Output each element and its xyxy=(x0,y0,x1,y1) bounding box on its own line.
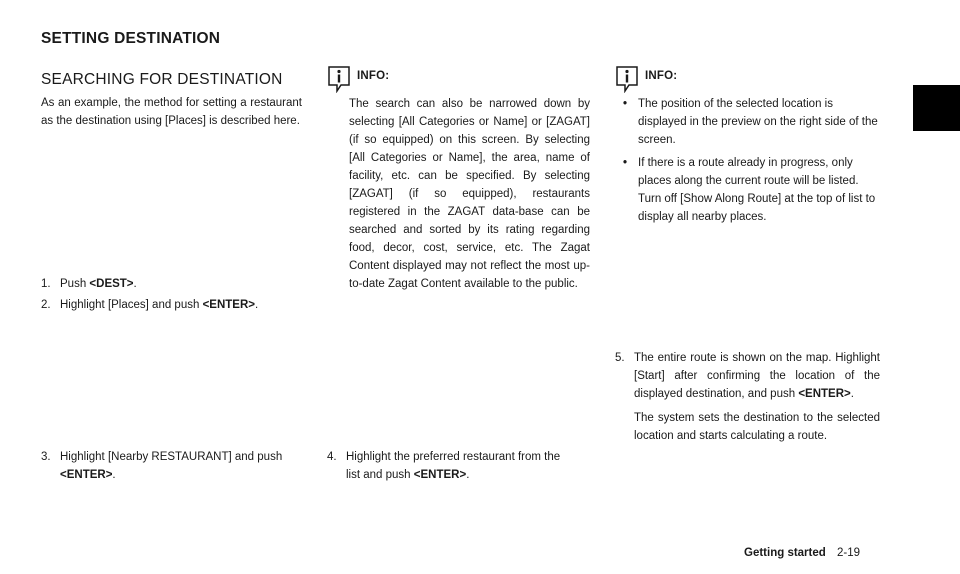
bullet-item xyxy=(623,154,880,226)
page-footer xyxy=(744,547,860,559)
step-end: . xyxy=(112,469,116,481)
info-block-2 xyxy=(615,65,880,226)
step-3 xyxy=(41,448,311,484)
key-label: <ENTER> xyxy=(798,388,851,400)
step-number: 1. xyxy=(41,278,51,290)
info-text: The search can also be narrowed down by selecting [All Categories or Name] or [ZAGAT] (if so equipped) on this screen. By selecting [All Categories or Name], the area, name of facility, etc. can be specified. By selecting [ZAGAT] (if so equipped), restaurants registered in the ZAGAT data-base can be searched and sorted by its rating regarding food, decor, cost, service, etc. The Zagat Content displayed may not reflect the most up-to-date Zagat Content available to the public. xyxy=(349,98,590,290)
step-end: . xyxy=(255,299,259,311)
step-text: Push xyxy=(60,278,87,290)
bullet-dot-icon: • xyxy=(623,157,628,169)
step-number: 5. xyxy=(615,352,625,364)
step-text: Highlight [Places] and push xyxy=(60,299,200,311)
step-1 xyxy=(41,275,137,293)
step-4 xyxy=(327,448,590,484)
info-label: INFO: xyxy=(645,70,678,82)
step-end: . xyxy=(466,469,470,481)
bullet-item xyxy=(623,95,880,149)
step-5 xyxy=(615,349,880,445)
key-label: <ENTER> xyxy=(202,299,255,311)
info-label: INFO: xyxy=(357,70,390,82)
chapter-tab xyxy=(913,85,960,131)
step-2 xyxy=(41,296,258,314)
info-block-1 xyxy=(327,65,590,293)
step-number: 2. xyxy=(41,299,51,311)
bullet-dot-icon: • xyxy=(623,98,628,110)
key-label: <DEST> xyxy=(89,278,134,290)
info-icon xyxy=(327,65,351,93)
bullet-text: The position of the selected location is displayed in the preview on the right side of the screen. xyxy=(638,98,878,146)
step-number: 3. xyxy=(41,451,51,463)
sub-title: SEARCHING FOR DESTINATION xyxy=(41,71,283,88)
step-text: Highlight the preferred restaurant from the xyxy=(346,451,561,463)
step-end: . xyxy=(133,278,137,290)
info-icon xyxy=(615,65,639,93)
step-follow-text: The system sets the destination to the selected location and starts calculating a route. xyxy=(634,412,880,442)
step-end: . xyxy=(850,388,854,400)
step-number: 4. xyxy=(327,451,337,463)
key-label: <ENTER> xyxy=(60,469,113,481)
step-text-cont: list and push xyxy=(346,469,411,481)
footer-section: Getting started xyxy=(744,547,826,559)
section-title: SETTING DESTINATION xyxy=(41,30,221,47)
step-text: Highlight [Nearby RESTAURANT] and push xyxy=(60,451,283,463)
step-text: The entire route is shown on the map. Highlight [Start] after confirming the location of the displayed destination, and push xyxy=(634,352,880,400)
bullet-text: If there is a route already in progress, only places along the current route will be listed. Turn off [Show Along Route] at the top of list to display all nearby places. xyxy=(638,157,876,223)
footer-page-number: 2-19 xyxy=(837,547,861,559)
key-label: <ENTER> xyxy=(413,469,467,481)
intro-text: As an example, the method for setting a restaurant as the destination using [Places] is described here. xyxy=(41,97,302,127)
